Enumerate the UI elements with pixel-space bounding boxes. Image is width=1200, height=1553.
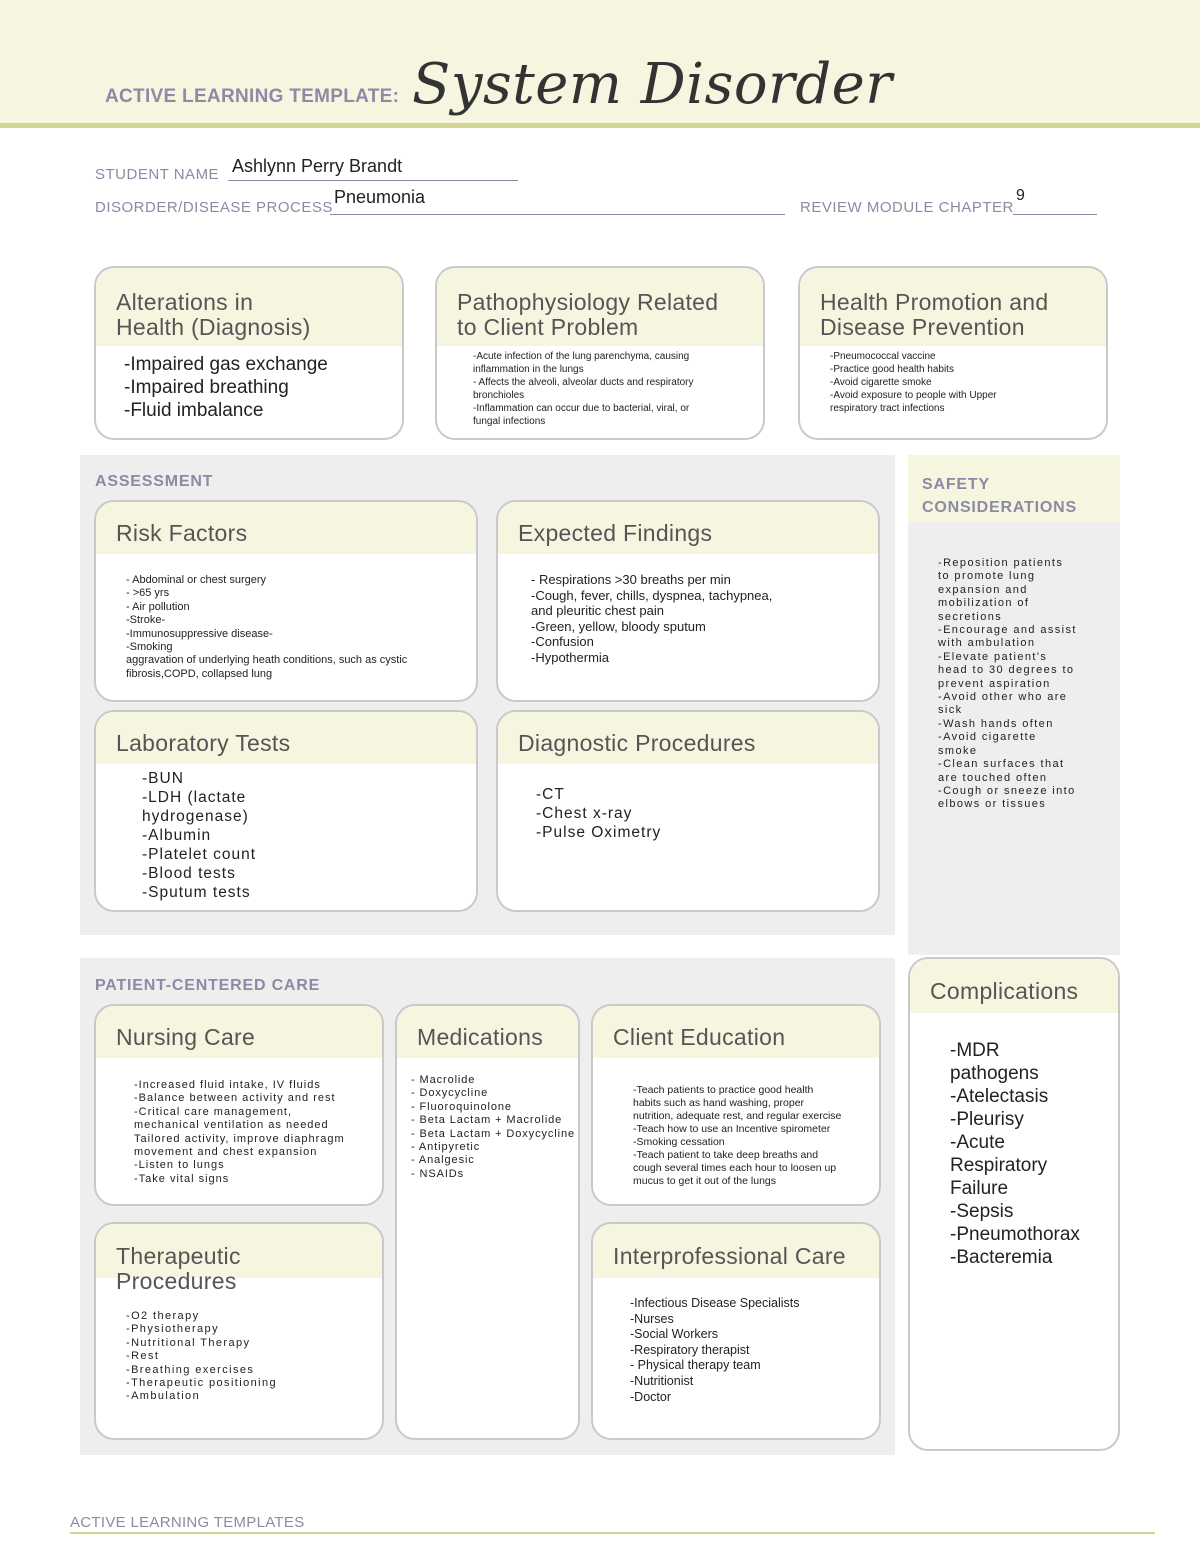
- list-item: -Platelet count: [142, 846, 257, 863]
- disorder-value[interactable]: Pneumonia: [334, 187, 426, 207]
- health-promotion-list: [830, 350, 1106, 415]
- list-item: - Antipyretic: [411, 1141, 481, 1154]
- template-label: ACTIVE LEARNING TEMPLATE:: [105, 86, 400, 107]
- list-item: -Teach patient to take deep breaths and: [633, 1149, 819, 1161]
- laboratory-tests-title: Laboratory Tests: [96, 712, 476, 764]
- laboratory-tests-card: [94, 710, 478, 912]
- list-item: -Rest: [126, 1350, 160, 1363]
- list-item: -Avoid exposure to people with Upper: [830, 390, 997, 401]
- list-item: nutrition, adequate rest, and regular exercise: [633, 1110, 842, 1122]
- list-item: - Beta Lactam + Macrolide: [411, 1114, 563, 1127]
- list-item: respiratory tract infections: [830, 403, 945, 414]
- list-item: -O2 therapy: [126, 1310, 200, 1322]
- nursing-care-card: [94, 1004, 384, 1206]
- laboratory-tests-list: [142, 769, 476, 902]
- list-item: - Air pollution: [126, 600, 190, 613]
- list-item: -Inflammation can occur due to bacterial, viral, or: [473, 403, 690, 414]
- interprofessional-care-list: [630, 1296, 879, 1405]
- medications-list: [411, 1074, 578, 1181]
- list-item: fungal infections: [473, 416, 546, 427]
- list-item: -Take vital signs: [134, 1172, 230, 1185]
- interprofessional-care-card: [591, 1222, 881, 1440]
- safety-title: SAFETY CONSIDERATIONS: [922, 476, 1077, 516]
- expected-findings-card: [496, 500, 880, 702]
- alterations-title: Alterations in Health (Diagnosis): [96, 268, 402, 346]
- list-item: Tailored activity, improve diaphragm: [134, 1132, 345, 1145]
- health-promotion-card: [798, 266, 1108, 440]
- list-item: -Stroke-: [126, 614, 166, 627]
- diagnostic-procedures-list: [536, 785, 878, 842]
- safety-list: [938, 557, 1077, 812]
- list-item: cough several times each hour to loosen up: [633, 1162, 837, 1174]
- expected-findings-list: [531, 572, 878, 666]
- list-item: -Avoid other who are: [938, 691, 1068, 704]
- list-item: mechanical ventilation as needed: [134, 1119, 329, 1132]
- list-item: -Nutritionist: [630, 1373, 694, 1388]
- list-item: - Respirations >30 breaths per min: [531, 572, 731, 587]
- list-item: -Practice good health habits: [830, 364, 954, 375]
- list-item: -Critical care management,: [134, 1105, 293, 1118]
- list-item: head to 30 degrees to: [938, 664, 1075, 677]
- list-item: aggravation of underlying heath conditions, such as cystic: [126, 654, 408, 667]
- student-name-label: STUDENT NAME: [95, 166, 220, 183]
- list-item: -MDR: [950, 1040, 1000, 1061]
- risk-factors-list: [126, 574, 476, 681]
- complications-title: Complications: [910, 959, 1118, 1013]
- list-item: -Avoid cigarette smoke: [830, 377, 932, 388]
- medications-title: Medications: [397, 1006, 578, 1058]
- pathophysiology-list: [473, 350, 763, 428]
- list-item: -Physiotherapy: [126, 1323, 219, 1336]
- patient-care-title: PATIENT-CENTERED CARE: [95, 977, 321, 994]
- chapter-value[interactable]: 9: [1016, 187, 1025, 204]
- list-item: -Reposition patients: [938, 557, 1064, 569]
- chapter-label: REVIEW MODULE CHAPTER: [800, 199, 1014, 216]
- list-item: -Pneumothorax: [950, 1224, 1080, 1245]
- list-item: mobilization of: [938, 597, 1030, 610]
- list-item: -Albumin: [142, 827, 212, 844]
- list-item: mucus to get it out of the lungs: [633, 1175, 777, 1187]
- footer-text: ACTIVE LEARNING TEMPLATES: [70, 1514, 305, 1531]
- therapeutic-procedures-title: Therapeutic Procedures: [96, 1224, 382, 1278]
- list-item: - Macrolide: [411, 1074, 476, 1086]
- list-item: -Nurses: [630, 1311, 674, 1326]
- interprofessional-care-title: Interprofessional Care: [593, 1224, 879, 1278]
- list-item: bronchioles: [473, 390, 525, 401]
- list-item: -Sepsis: [950, 1201, 1014, 1222]
- list-item: -Avoid cigarette: [938, 731, 1037, 744]
- student-name-line: [228, 180, 518, 181]
- list-item: -Therapeutic positioning: [126, 1377, 278, 1390]
- list-item: -Ambulation: [126, 1390, 201, 1403]
- list-item: - Fluoroquinolone: [411, 1100, 512, 1113]
- list-item: -Social Workers: [630, 1327, 718, 1342]
- list-item: -LDH (lactate: [142, 789, 247, 806]
- list-item: -Balance between activity and rest: [134, 1092, 336, 1105]
- list-item: -Bacteremia: [950, 1247, 1053, 1268]
- header-divider: [0, 123, 1200, 128]
- risk-factors-title: Risk Factors: [96, 502, 476, 554]
- list-item: -Impaired breathing: [124, 377, 289, 398]
- list-item: -Confusion: [531, 634, 594, 650]
- pathophysiology-title: Pathophysiology Related to Client Problem: [437, 268, 763, 346]
- list-item: - Affects the alveoli, alveolar ducts and respiratory: [473, 377, 694, 388]
- list-item: -Clean surfaces that: [938, 758, 1065, 771]
- client-education-list: [633, 1084, 879, 1188]
- list-item: elbows or tissues: [938, 798, 1047, 811]
- list-item: -Cough or sneeze into: [938, 784, 1076, 797]
- list-item: - NSAIDs: [411, 1167, 465, 1180]
- list-item: -Infectious Disease Specialists: [630, 1296, 800, 1310]
- assessment-title: ASSESSMENT: [95, 473, 214, 490]
- list-item: -Doctor: [630, 1389, 671, 1404]
- list-item: -Immunosuppressive disease-: [126, 627, 273, 640]
- template-title: System Disorder: [412, 52, 893, 117]
- complications-list: [950, 1039, 1118, 1269]
- list-item: movement and chest expansion: [134, 1146, 318, 1159]
- list-item: -BUN: [142, 770, 184, 787]
- complications-card: [908, 957, 1120, 1451]
- list-item: -Increased fluid intake, IV fluids: [134, 1079, 321, 1091]
- therapeutic-procedures-card: [94, 1222, 384, 1440]
- list-item: - Beta Lactam + Doxycycline: [411, 1127, 575, 1140]
- list-item: - >65 yrs: [126, 587, 170, 600]
- list-item: -Green, yellow, bloody sputum: [531, 618, 706, 634]
- list-item: -Elevate patient's: [938, 650, 1048, 663]
- list-item: fibrosis,COPD, collapsed lung: [126, 667, 273, 680]
- list-item: and pleuritic chest pain: [531, 603, 664, 619]
- list-item: - Analgesic: [411, 1154, 475, 1167]
- alterations-list: [124, 353, 402, 422]
- footer-divider: [70, 1532, 1155, 1534]
- list-item: -Acute: [950, 1132, 1005, 1153]
- list-item: -Respiratory therapist: [630, 1342, 750, 1357]
- list-item: -Chest x-ray: [536, 805, 633, 822]
- list-item: -Pneumococcal vaccine: [830, 351, 936, 362]
- list-item: -Nutritional Therapy: [126, 1336, 251, 1349]
- list-item: -Breathing exercises: [126, 1363, 255, 1376]
- list-item: -Teach patients to practice good health: [633, 1084, 814, 1096]
- list-item: sick: [938, 704, 963, 717]
- alterations-card: [94, 266, 404, 440]
- list-item: inflammation in the lungs: [473, 364, 584, 375]
- pathophysiology-card: [435, 266, 765, 440]
- list-item: -Encourage and assist: [938, 624, 1077, 637]
- list-item: -Wash hands often: [938, 717, 1054, 730]
- list-item: -Impaired gas exchange: [124, 354, 328, 375]
- list-item: -Smoking: [126, 641, 173, 654]
- disorder-line: [330, 214, 785, 215]
- diagnostic-procedures-title: Diagnostic Procedures: [498, 712, 878, 764]
- list-item: habits such as hand washing, proper: [633, 1097, 805, 1109]
- list-item: Respiratory: [950, 1155, 1048, 1176]
- list-item: pathogens: [950, 1063, 1039, 1084]
- list-item: Failure: [950, 1178, 1009, 1199]
- list-item: - Doxycycline: [411, 1087, 489, 1100]
- risk-factors-card: [94, 500, 478, 702]
- list-item: -Teach how to use an Incentive spirometer: [633, 1123, 831, 1135]
- list-item: -Pleurisy: [950, 1109, 1024, 1130]
- list-item: -Blood tests: [142, 865, 236, 882]
- list-item: are touched often: [938, 771, 1048, 784]
- list-item: -Hypothermia: [531, 649, 610, 665]
- expected-findings-title: Expected Findings: [498, 502, 878, 554]
- list-item: -Cough, fever, chills, dyspnea, tachypnea,: [531, 587, 773, 603]
- list-item: with ambulation: [938, 637, 1036, 650]
- chapter-line: [1013, 214, 1097, 215]
- list-item: to promote lung: [938, 570, 1036, 583]
- student-name-value[interactable]: Ashlynn Perry Brandt: [232, 156, 403, 176]
- health-promotion-title: Health Promotion and Disease Prevention: [800, 268, 1106, 346]
- list-item: expansion and: [938, 583, 1028, 596]
- list-item: -Sputum tests: [142, 884, 251, 901]
- list-item: -Smoking cessation: [633, 1136, 725, 1148]
- list-item: -Pulse Oximetry: [536, 824, 662, 841]
- list-item: -CT: [536, 786, 565, 803]
- diagnostic-procedures-card: [496, 710, 880, 912]
- list-item: -Acute infection of the lung parenchyma, causing: [473, 351, 690, 362]
- list-item: - Physical therapy team: [630, 1358, 761, 1373]
- list-item: prevent aspiration: [938, 677, 1051, 690]
- list-item: - Abdominal or chest surgery: [126, 574, 267, 586]
- list-item: -Atelectasis: [950, 1086, 1049, 1107]
- list-item: smoke: [938, 744, 978, 757]
- medications-card: [395, 1004, 580, 1440]
- nursing-care-list: [134, 1079, 382, 1186]
- therapeutic-procedures-list: [126, 1310, 382, 1404]
- client-education-title: Client Education: [593, 1006, 879, 1058]
- nursing-care-title: Nursing Care: [96, 1006, 382, 1058]
- list-item: secretions: [938, 610, 1003, 623]
- disorder-label: DISORDER/DISEASE PROCESS: [95, 199, 333, 216]
- client-education-card: [591, 1004, 881, 1206]
- list-item: -Listen to lungs: [134, 1159, 225, 1172]
- list-item: -Fluid imbalance: [124, 400, 264, 421]
- list-item: hydrogenase): [142, 808, 249, 825]
